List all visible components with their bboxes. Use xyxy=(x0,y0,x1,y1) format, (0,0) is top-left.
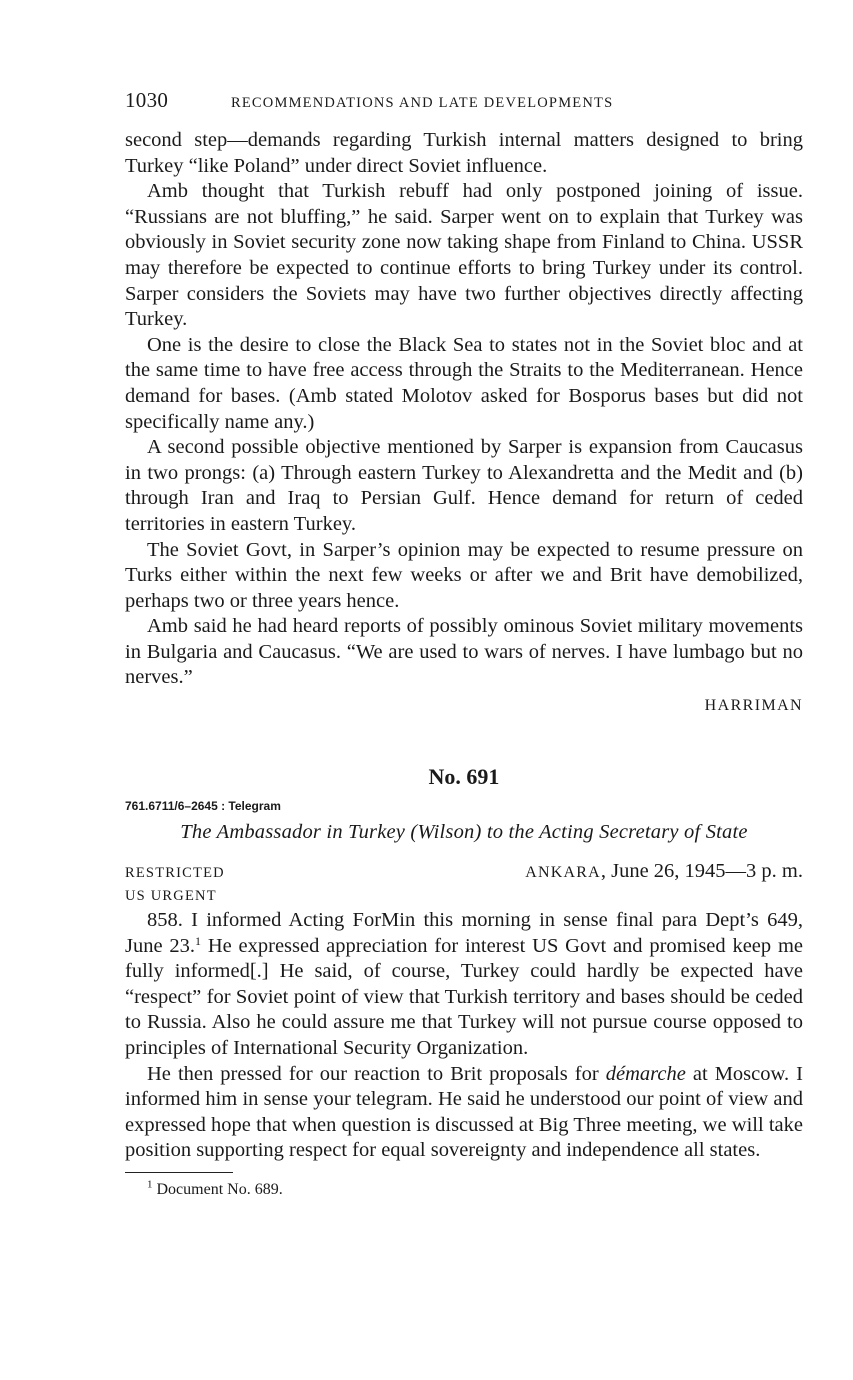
precedence-label: US URGENT xyxy=(125,888,217,905)
body-paragraph xyxy=(125,908,803,1062)
footnote xyxy=(125,1179,803,1201)
paragraph-text: He expressed appreciation for interest US Govt and promised keep me fully informed[.] He said, of course, Turkey could hardly be expected have “respect” for Soviet point of view that Turkish territory and bases should be ceded to Russia. Also he could assure me that Turkey will not pursue course opposed to principles of International Security Organization. xyxy=(125,934,804,1060)
footnote-text: Document No. 689. xyxy=(152,1181,283,1198)
dateline-date: , June 26, 1945—3 p. m. xyxy=(600,860,803,883)
body-paragraph: Amb thought that Turkish rebuff had only postponed joining of issue. “Russians are not bluffing,” he said. Sarper went on to explain that Turkey was obviously in Soviet security zone now taking shape from Finland to China. USSR may therefore be expected to continue efforts to bring Turkey under its control. Sarper considers the Soviets may have two further objectives directly affecting Turkey. xyxy=(125,180,803,331)
dateline-place: ANKARA xyxy=(525,864,601,882)
body-paragraph: One is the desire to close the Black Sea to states not in the Soviet bloc and at the same time to have free access through the Straits to the Mediterranean. Hence demand for bases. (Amb stated Molotov asked for Bosporus bases but did not specifically name any.) xyxy=(125,333,803,433)
document-title: The Ambassador in Turkey (Wilson) to the Acting Secretary of State xyxy=(180,821,748,844)
footnote-divider xyxy=(125,1172,233,1173)
dateline xyxy=(525,858,803,886)
paragraph-text: at Moscow. I informed him in sense your telegram. He said he understood our point of view and expressed hope that when question is discussed at Big Three meeting, we will take position supporting respect for equal sovereignty and independence all states. xyxy=(125,1062,803,1162)
body-paragraph: second step—demands regarding Turkish internal matters designed to bring Turkey “like Poland” under direct Soviet influence. xyxy=(125,129,803,177)
running-head xyxy=(125,88,803,122)
page-number: 1030 xyxy=(125,88,169,112)
italic-term: démarche xyxy=(605,1062,686,1085)
document-meta xyxy=(125,858,803,884)
classification-label: RESTRICTED xyxy=(125,865,225,882)
signature: HARRIMAN xyxy=(704,697,803,715)
document-page xyxy=(125,88,803,1201)
body-paragraph: Amb said he had heard reports of possibly ominous Soviet military movements in Bulgaria and Caucasus. “We are used to wars of nerves. I have lumbago but no nerves.” xyxy=(125,615,803,689)
file-reference: 761.6711/6–2645 : Telegram xyxy=(125,799,281,814)
body-paragraph: A second possible objective mentioned by Sarper is expansion from Caucasus in two prongs: (a) Through eastern Turkey to Alexandretta and the Medit and (b) through Iran and Iraq to Persian Gulf. Hence demand for return of ceded territories in eastern Turkey. xyxy=(125,436,803,535)
document-number: No. 691 xyxy=(428,764,500,790)
body-paragraph xyxy=(125,1062,803,1164)
body-paragraph: The Soviet Govt, in Sarper’s opinion may be expected to resume pressure on Turks either within the next few weeks or after we and Brit have demobilized, perhaps two or three years hence. xyxy=(125,538,803,612)
paragraph-text: 858. I informed Acting ForMin this morning in sense final para Dept’s 649, June 23. xyxy=(125,909,803,957)
running-title: RECOMMENDATIONS AND LATE DEVELOPMENTS xyxy=(231,95,614,111)
paragraph-text: He then pressed for our reaction to Brit proposals for xyxy=(147,1062,606,1085)
footnote-reference[interactable]: 1 xyxy=(195,933,202,948)
footnote-marker: 1 xyxy=(147,1178,153,1191)
